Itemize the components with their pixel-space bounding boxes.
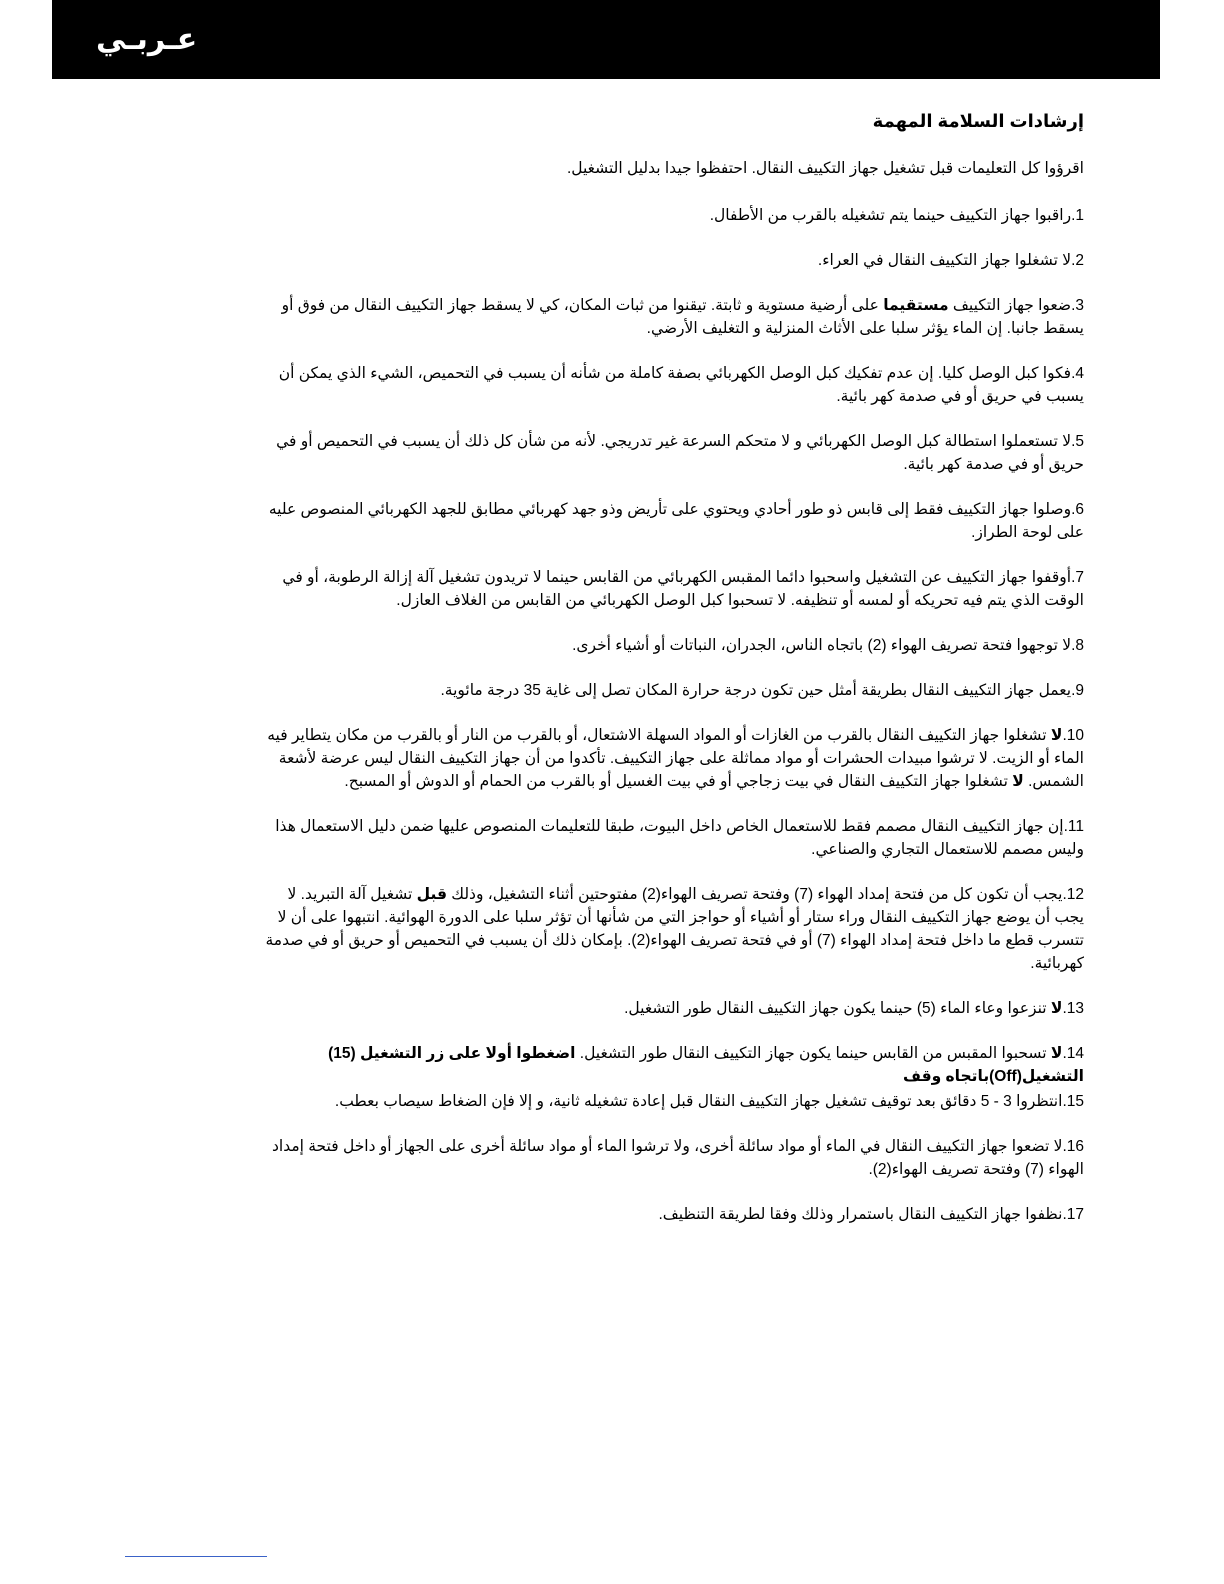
instruction-17: 17.نظفوا جهاز التكييف النقال باستمرار وذلك وفقا لطريقة التنظيف.	[658, 1206, 1084, 1223]
instruction-4: 4.فكوا كبل الوصل كليا. إن عدم تفكيك كبل الوصل الكهربائي بصفة كاملة من شأنه أن يسبب في التحميص، الشيء الذي يمكن أن يسبب في حريق أو في صدمة كهر بائية.	[278, 365, 1084, 405]
instruction-16: 16.لا تضعوا جهاز التكييف النقال في الماء أو مواد سائلة أخرى، ولا ترشوا الماء أو مواد سائلة أخرى على الجهاز أو داخل فتحة إمداد الهواء (7) وفتحة تصريف الهواء(2).	[271, 1138, 1084, 1178]
instruction-2: 2.لا تشغلوا جهاز التكييف النقال في العراء.	[817, 252, 1084, 269]
section-title: إرشادات السلامة المهمة	[872, 111, 1084, 131]
instruction-14: 14.لا تسحبوا المقبس من القابس حينما يكون جهاز التكييف النقال طور التشغيل. اضغطوا أولا على زر التشغيل (15) التشغيل(Off)باتجاه وقف	[328, 1045, 1084, 1085]
instruction-11: 11.إن جهاز التكييف النقال مصمم فقط للاستعمال الخاص داخل البيوت، طبقا للتعليمات المنصوص عليها ضمن دليل الاستعمال هذا وليس مصمم للاستعمال التجاري والصناعي.	[275, 818, 1084, 858]
language-label: عـربـي	[96, 22, 198, 57]
instruction-13: 13.لا تنزعوا وعاء الماء (5) حينما يكون جهاز التكييف النقال طور التشغيل.	[624, 1000, 1084, 1017]
instruction-6: 6.وصلوا جهاز التكييف فقط إلى قابس ذو طور أحادي ويحتوي على تأريض وذو جهد كهربائي مطابق للجهد الكهربائي المنصوص عليه على لوحة الطراز.	[268, 501, 1084, 541]
intro-paragraph: اقرؤوا كل التعليمات قبل تشغيل جهاز التكييف النقال. احتفظوا جيدا بدليل التشغيل.	[566, 160, 1084, 177]
instruction-3: 3.ضعوا جهاز التكييف مستقيما على أرضية مستوية و ثابتة. تيقنوا من ثبات المكان، كي لا يسقط جهاز التكييف النقال من فوق أو يسقط جانبا. إن الماء يؤثر سلبا على الأثاث المنزلية و التغليف الأرضي.	[281, 297, 1084, 337]
safety-instructions	[262, 110, 1084, 1248]
instruction-15: 15.انتظروا 3 - 5 دقائق بعد توقيف تشغيل جهاز التكييف النقال قبل إعادة تشغيله ثانية، و إلا فإن الضغاط سيصاب بعطب.	[334, 1093, 1084, 1110]
instruction-8: 8.لا توجهوا فتحة تصريف الهواء (2) باتجاه الناس، الجدران، النباتات أو أشياء أخرى.	[572, 637, 1084, 654]
instruction-7: 7.أوقفوا جهاز التكييف عن التشغيل واسحبوا دائما المقبس الكهربائي من القابس حينما لا تريدون تشغيل آلة إزالة الرطوبة، أو في الوقت الذي يتم فيه تحريكه أو لمسه أو تنظيفه. لا تسحبوا كبل الوصل الكهربائي من القابس من الغلاف العازل.	[282, 569, 1084, 609]
footnote-divider	[125, 1556, 267, 1557]
instruction-9: 9.يعمل جهاز التكييف النقال بطريقة أمثل حين تكون درجة حرارة المكان تصل إلى غاية 35 درجة مائوية.	[440, 682, 1084, 699]
language-header-bar	[52, 0, 1160, 79]
instruction-10: 10.لا تشغلوا جهاز التكييف النقال بالقرب من الغازات أو المواد السهلة الاشتعال، أو بالقرب من النار أو بالقرب من مكان يتطاير فيه الماء أو الزيت. لا ترشوا مبيدات الحشرات أو مواد مماثلة على جهاز التكييف. تأكدوا من أن جهاز التكييف النقال ليس عرضة لأشعة الشمس. لا تشغلوا جهاز التكييف النقال في بيت زجاجي أو في بيت الغسيل أو بالقرب من الحمام أو الدوش أو المسبح.	[267, 727, 1084, 790]
instruction-5: 5.لا تستعملوا استطالة كبل الوصل الكهربائي و لا متحكم السرعة غير تدريجي. لأنه من شأن كل ذلك أن يسبب في التحميص أو في حريق أو في صدمة كهر بائية.	[276, 433, 1084, 473]
instruction-12: 12.يجب أن تكون كل من فتحة إمداد الهواء (7) وفتحة تصريف الهواء(2) مفتوحتين أثناء التشغيل، وذلك قبل تشغيل آلة التبريد. لا يجب أن يوضع جهاز التكييف النقال وراء ستار أو أشياء أو حواجز التي من شأنها أن تؤثر سلبا على الدورة الهوائية. انتبهوا على أن لا تتسرب قطع ما داخل فتحة إمداد الهواء (7) أو في فتحة تصريف الهواء(2). بإمكان ذلك أن يسبب في التحميص أو حريق أو في صدمة كهربائية.	[265, 886, 1084, 972]
instruction-1: 1.راقبوا جهاز التكييف حينما يتم تشغيله بالقرب من الأطفال.	[709, 207, 1084, 224]
